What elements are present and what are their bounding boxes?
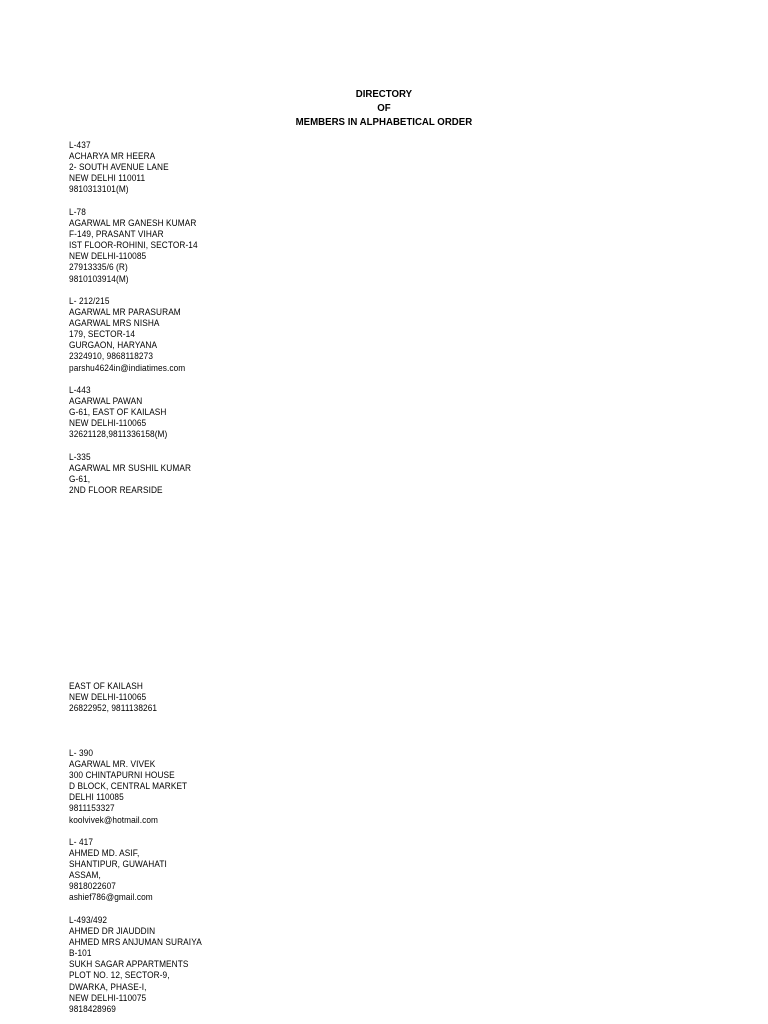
member-entry-l-335: [69, 452, 191, 496]
membership-number: L-493/492: [69, 915, 108, 925]
address-line: PLOT NO. 12, SECTOR-9,: [69, 970, 170, 981]
membership-number: L- 390: [69, 748, 94, 758]
member-name: AGARWAL MR PARASURAM: [69, 307, 181, 318]
member-entry-l-417: [69, 837, 167, 904]
member-name: AGARWAL MR SUSHIL KUMAR: [69, 463, 192, 474]
address-line: 2- SOUTH AVENUE LANE: [69, 162, 169, 173]
member-name: AGARWAL MR. VIVEK: [69, 759, 156, 770]
member-entry-l-78: [69, 207, 198, 285]
member-name: ACHARYA MR HEERA: [69, 151, 156, 162]
title-line-3: MEMBERS IN ALPHABETICAL ORDER: [295, 116, 473, 128]
email-line: koolvivek@hotmail.com: [69, 814, 159, 825]
address-line: IST FLOOR-ROHINI, SECTOR-14: [69, 240, 198, 251]
address-line: 300 CHINTAPURNI HOUSE: [69, 770, 175, 781]
title-line-2: OF: [377, 102, 391, 114]
address-line: 2ND FLOOR REARSIDE: [69, 485, 163, 496]
phone-line: 9818428969: [69, 1003, 116, 1014]
member-name: AHMED DR JIAUDDIN: [69, 926, 156, 937]
phone-line: 9810103914(M): [69, 273, 129, 284]
membership-number: L-443: [69, 385, 91, 395]
title-line-1: DIRECTORY: [355, 88, 413, 100]
member-entry-l-443: [69, 385, 167, 440]
membership-number: L-78: [69, 207, 86, 217]
address-line: B-101: [69, 948, 92, 959]
member-entry-l-493-492: [69, 915, 202, 1015]
membership-number: L-335: [69, 452, 91, 462]
address-line: SUKH SAGAR APPARTMENTS: [69, 959, 189, 970]
address-line: F-149, PRASANT VIHAR: [69, 229, 164, 240]
phone-line: 26822952, 9811138261: [69, 703, 158, 714]
member-entry-l-390: [69, 748, 187, 826]
email-line: parshu4624in@indiatimes.com: [69, 362, 186, 373]
member-name: AGARWAL MR GANESH KUMAR: [69, 218, 197, 229]
phone-line: 9818022607: [69, 881, 116, 892]
address-line: GURGAON, HARYANA: [69, 340, 158, 351]
email-line: ashief786@gmail.com: [69, 892, 153, 903]
address-line: NEW DELHI-110075: [69, 992, 147, 1003]
address-line: DELHI 110085: [69, 792, 124, 803]
phone-line: 9811153327: [69, 803, 115, 814]
phone-line: 2324910, 9868118273: [69, 351, 154, 362]
member-entry-l-437: [69, 140, 169, 195]
address-line: NEW DELHI-110085: [69, 251, 147, 262]
member-entry-l-335-continued: [69, 681, 157, 714]
address-line: G-61, EAST OF KAILASH: [69, 407, 167, 418]
phone-line: 9810313101(M): [69, 184, 129, 195]
address-line: SHANTIPUR, GUWAHATI: [69, 859, 167, 870]
address-line: EAST OF KAILASH: [69, 681, 143, 691]
address-line: DWARKA, PHASE-I,: [69, 981, 147, 992]
phone-line: 27913335/6 (R): [69, 262, 128, 273]
member-name: AHMED MRS ANJUMAN SURAIYA: [69, 937, 202, 948]
address-line: NEW DELHI-110065: [69, 418, 147, 429]
address-line: D BLOCK, CENTRAL MARKET: [69, 781, 188, 792]
address-line: NEW DELHI-110065: [69, 692, 147, 703]
member-name: AHMED MD. ASIF,: [69, 848, 140, 859]
member-name: AGARWAL PAWAN: [69, 396, 143, 407]
membership-number: L- 212/215: [69, 296, 110, 306]
membership-number: L-437: [69, 140, 91, 150]
member-name: AGARWAL MRS NISHA: [69, 318, 160, 329]
member-entry-l-212-215: [69, 296, 185, 374]
address-line: G-61,: [69, 474, 91, 485]
phone-line: 32621128,9811336158(M): [69, 429, 168, 440]
membership-number: L- 417: [69, 837, 94, 847]
address-line: ASSAM,: [69, 870, 101, 881]
address-line: NEW DELHI 110011: [69, 173, 146, 184]
address-line: 179, SECTOR-14: [69, 329, 136, 340]
directory-title: [31, 87, 738, 129]
